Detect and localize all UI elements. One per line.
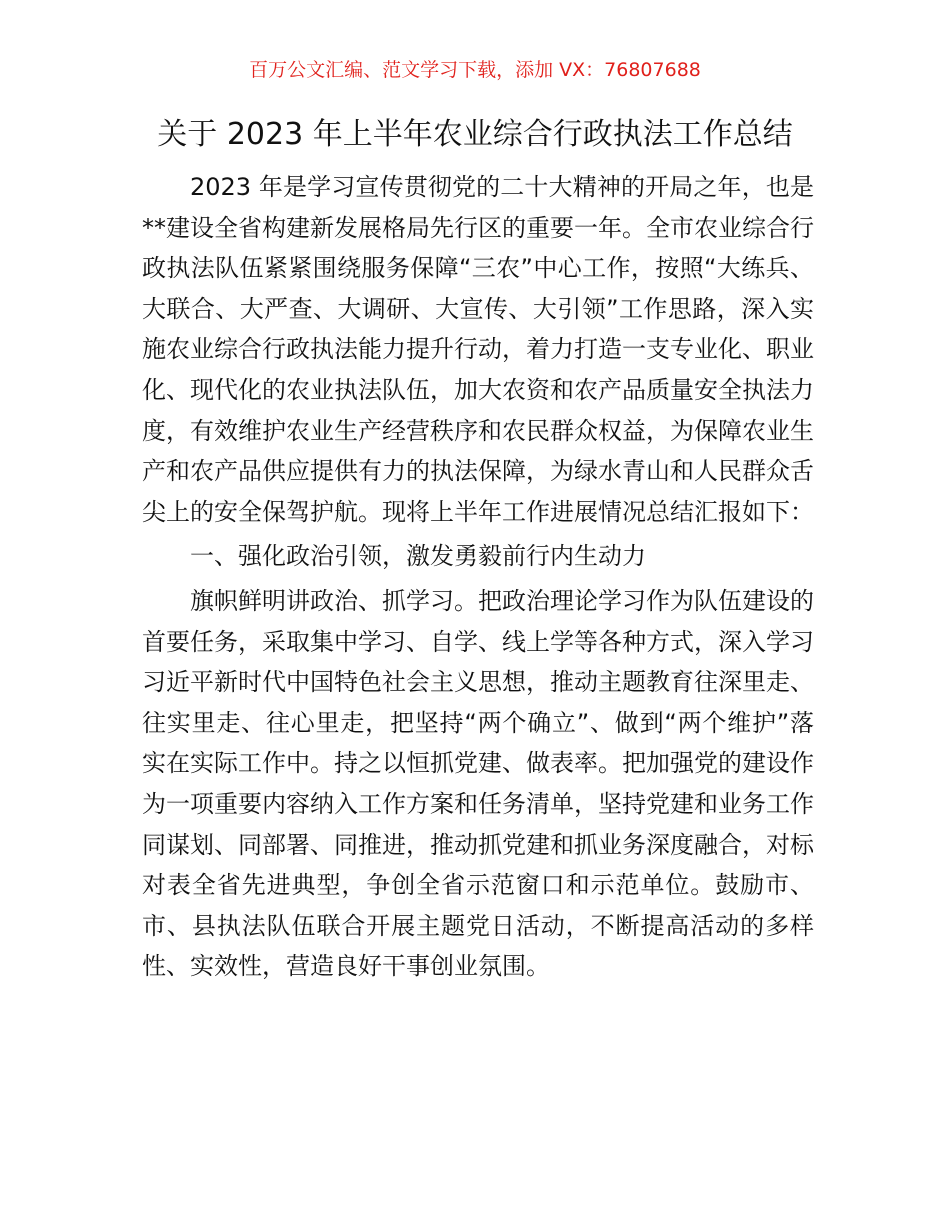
header-promo-note: 百万公文汇编、范文学习下载，添加 VX：76807688 <box>249 59 701 81</box>
intro-paragraph: 2023 年是学习宣传贯彻党的二十大精神的开局之年，也是**建设全省构建新发展格局先行区的重要一年。全市农业综合行政执法队伍紧紧围绕服务保障“三农”中心工作，按照“大练兵、大联合、大严查、大调研、大宣传、大引领”工作思路，深入实施农业综合行政执法能力提升行动，着力打造一支专业化、职业化、现代化的农业执法队伍，加大农资和农产品质量安全执法力度，有效维护农业生产经营秩序和农民群众权益，为保障农业生产和农产品供应提供有力的执法保障，为绿水青山和人民群众舌尖上的安全保驾护航。现将上半年工作进展情况总结汇报如下： <box>142 173 814 526</box>
section-1-paragraph: 旗帜鲜明讲政治、抓学习。把政治理论学习作为队伍建设的首要任务，采取集中学习、自学、线上学等各种方式，深入学习习近平新时代中国特色社会主义思想，推动主题教育往深里走、往实里走、往心里走，把坚持“两个确立”、做到“两个维护”落实在实际工作中。持之以恒抓党建、做表率。把加强党的建设作为一项重要内容纳入工作方案和任务清单，坚持党建和业务工作同谋划、同部署、同推进，推动抓党建和抓业务深度融合，对标对表全省先进典型，争创全省示范窗口和示范单位。鼓励市、市、县执法队伍联合开展主题党日活动，不断提高活动的多样性、实效性，营造良好干事创业氛围。 <box>142 586 814 981</box>
document-body <box>142 167 814 987</box>
document-title: 关于 2023 年上半年农业综合行政执法工作总结 <box>157 117 793 152</box>
section-1-heading: 一、强化政治引领，激发勇毅前行内生动力 <box>190 542 646 571</box>
